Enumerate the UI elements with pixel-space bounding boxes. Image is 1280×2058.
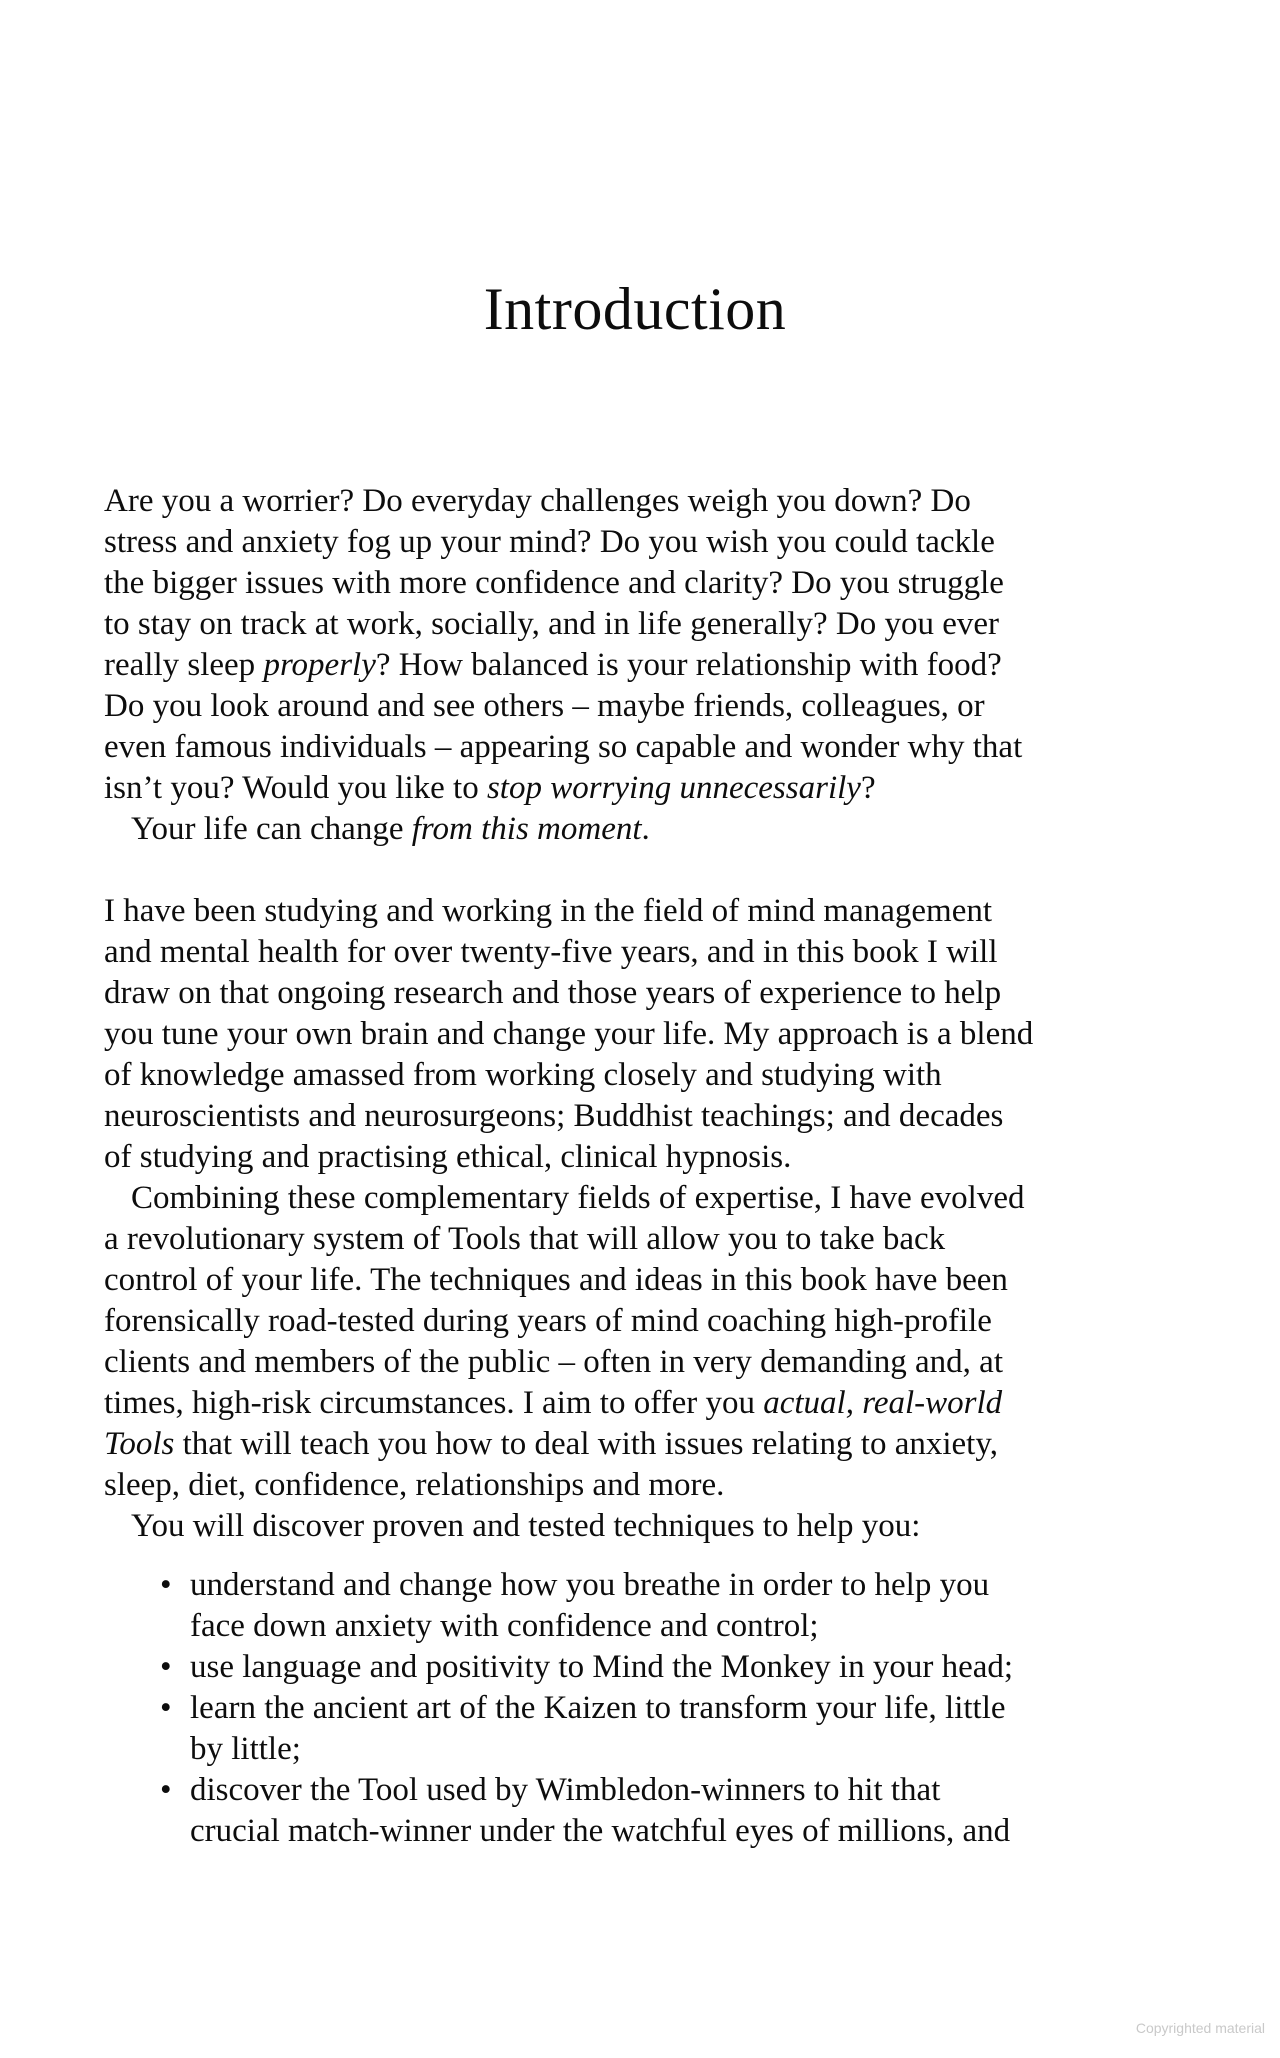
text-segment: from this moment xyxy=(411,811,642,847)
text-line xyxy=(190,1647,1224,1688)
text-line xyxy=(104,973,1224,1014)
text-segment: you tune your own brain and change your life. My approach is a blend xyxy=(104,1016,1034,1052)
text-line xyxy=(104,1342,1224,1383)
bullet-item xyxy=(104,1647,1224,1688)
text-line xyxy=(190,1606,1224,1647)
text-line xyxy=(190,1688,1224,1729)
text-segment: to stay on track at work, socially, and in life generally? Do you ever xyxy=(104,606,999,642)
text-segment: actual, real-world xyxy=(763,1385,1003,1421)
text-line xyxy=(104,1260,1224,1301)
text-segment: the bigger issues with more confidence and clarity? Do you struggle xyxy=(104,565,1004,601)
text-segment: use language and positivity to Mind the Monkey in your head; xyxy=(190,1649,1014,1685)
text-segment: . xyxy=(641,811,650,847)
text-line xyxy=(104,1014,1224,1055)
text-segment: properly xyxy=(263,647,376,683)
text-segment: sleep, diet, confidence, relationships and more. xyxy=(104,1467,725,1503)
text-segment: a revolutionary system of Tools that will allow you to take back xyxy=(104,1221,946,1257)
text-segment: discover the Tool used by Wimbledon-winners to hit that xyxy=(190,1772,941,1808)
text-segment: clients and members of the public – often in very demanding and, at xyxy=(104,1344,1003,1380)
bullet-item xyxy=(104,1770,1224,1852)
text-line xyxy=(104,1506,1224,1547)
text-segment: that will teach you how to deal with issues relating to anxiety, xyxy=(174,1426,998,1462)
bullet-item xyxy=(104,1688,1224,1770)
text-line xyxy=(104,1219,1224,1260)
text-segment: of studying and practising ethical, clinical hypnosis. xyxy=(104,1139,792,1175)
paragraph xyxy=(104,891,1224,1547)
text-line xyxy=(190,1729,1224,1770)
paragraph xyxy=(104,481,1224,850)
text-segment: Do you look around and see others – maybe friends, colleagues, or xyxy=(104,688,985,724)
text-segment: crucial match-winner under the watchful eyes of millions, and xyxy=(190,1813,1011,1849)
text-line xyxy=(104,522,1224,563)
text-segment: really sleep xyxy=(104,647,264,683)
text-segment: by little; xyxy=(190,1731,301,1767)
text-segment: Are you a worrier? Do everyday challenges weigh you down? Do xyxy=(104,483,971,519)
text-segment: Your life can change xyxy=(131,811,412,847)
text-segment: even famous individuals – appearing so capable and wonder why that xyxy=(104,729,1023,765)
text-line xyxy=(104,645,1224,686)
text-segment: stress and anxiety fog up your mind? Do you wish you could tackle xyxy=(104,524,995,560)
text-line xyxy=(104,932,1224,973)
text-line xyxy=(104,1096,1224,1137)
text-segment: of knowledge amassed from working closely and studying with xyxy=(104,1057,942,1093)
text-line xyxy=(104,1055,1224,1096)
text-segment: times, high-risk circumstances. I aim to offer you xyxy=(104,1385,764,1421)
text-segment: You will discover proven and tested techniques to help you: xyxy=(131,1508,921,1544)
text-segment: understand and change how you breathe in order to help you xyxy=(190,1567,990,1603)
text-segment: draw on that ongoing research and those years of experience to help xyxy=(104,975,1002,1011)
text-line xyxy=(190,1811,1224,1852)
text-segment: Combining these complementary fields of expertise, I have evolved xyxy=(131,1180,1025,1216)
text-segment: Tools xyxy=(104,1426,175,1462)
text-line xyxy=(104,1424,1224,1465)
text-line xyxy=(104,1137,1224,1178)
bullet-item xyxy=(104,1565,1224,1647)
text-line xyxy=(104,481,1224,522)
text-segment: stop worrying unnecessarily xyxy=(486,770,861,806)
text-line xyxy=(104,809,1224,850)
text-line xyxy=(104,1178,1224,1219)
text-segment: neuroscientists and neurosurgeons; Buddhist teachings; and decades xyxy=(104,1098,1004,1134)
text-segment: learn the ancient art of the Kaizen to transform your life, little xyxy=(190,1690,1006,1726)
text-segment: face down anxiety with confidence and control; xyxy=(190,1608,819,1644)
text-line xyxy=(104,563,1224,604)
text-segment: and mental health for over twenty-five years, and in this book I will xyxy=(104,934,998,970)
text-segment: forensically road-tested during years of mind coaching high-profile xyxy=(104,1303,992,1339)
text-segment: ? How balanced is your relationship with food? xyxy=(375,647,1002,683)
text-line xyxy=(104,727,1224,768)
text-segment: isn’t you? Would you like to xyxy=(104,770,487,806)
text-line xyxy=(104,1301,1224,1342)
text-line xyxy=(104,604,1224,645)
text-line xyxy=(190,1565,1224,1606)
text-segment: I have been studying and working in the field of mind management xyxy=(104,893,993,929)
text-line xyxy=(104,1465,1224,1506)
bullet-icon: • xyxy=(160,1772,172,1808)
text-line xyxy=(104,686,1224,727)
bullet-list xyxy=(104,1565,1224,1852)
text-line xyxy=(104,891,1224,932)
chapter-title: Introduction xyxy=(483,276,787,342)
text-line xyxy=(104,768,1224,809)
bullet-icon: • xyxy=(160,1567,172,1603)
text-line xyxy=(190,1770,1224,1811)
bullet-icon: • xyxy=(160,1649,172,1685)
text-line xyxy=(104,1383,1224,1424)
bullet-icon: • xyxy=(160,1690,172,1726)
copyright-watermark: Copyrighted material xyxy=(1135,2020,1265,2036)
page-body xyxy=(104,481,1224,1852)
text-segment: ? xyxy=(860,770,876,806)
text-segment: control of your life. The techniques and ideas in this book have been xyxy=(104,1262,1008,1298)
